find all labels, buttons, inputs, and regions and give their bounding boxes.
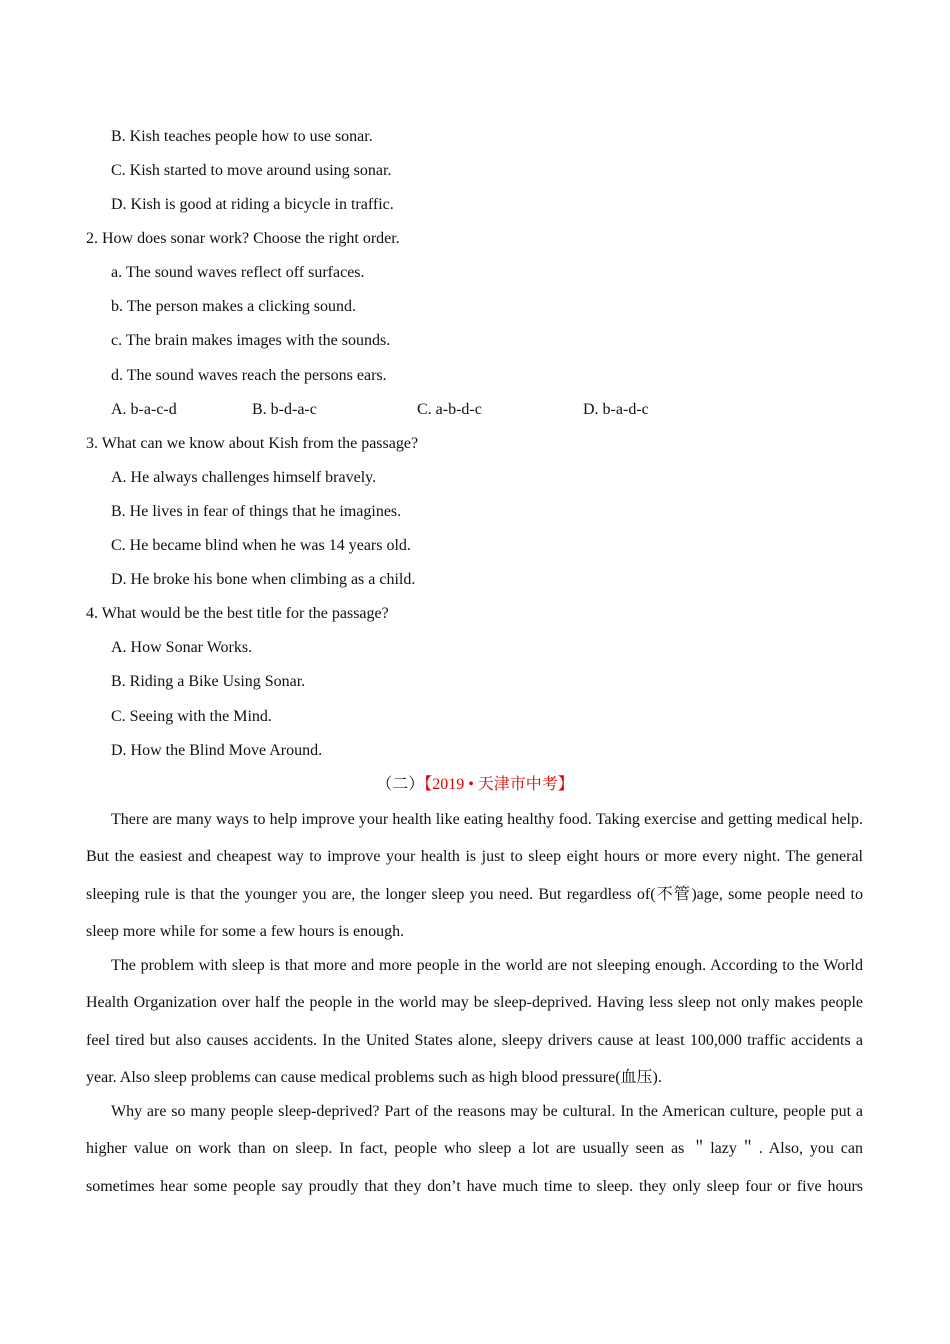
q2-option-b: B. b-d-a-c — [252, 401, 317, 418]
q3-option-d: D. He broke his bone when climbing as a child. — [111, 571, 416, 588]
passage-paragraph-1: There are many ways to help improve your health like eating healthy food. Taking exercise and getting medical help. But the easiest and cheapest way to improve your health is just to sleep eight hours or more every night. The general sleeping rule is that the younger you are, the longer sleep you need. But regardless of(不管)age, some people need to sleep more while for some a few hours is enough. — [86, 811, 863, 940]
q3-question: 3. What can we know about Kish from the passage? — [86, 435, 419, 452]
q1-option-b: B. Kish teaches people how to use sonar. — [111, 128, 373, 145]
q2-option-a: A. b-a-c-d — [111, 401, 177, 418]
q1-option-c: C. Kish started to move around using sonar. — [111, 162, 392, 179]
q4-option-c: C. Seeing with the Mind. — [111, 708, 272, 725]
q3-option-a: A. He always challenges himself bravely. — [111, 469, 377, 486]
q4-option-d: D. How the Blind Move Around. — [111, 742, 323, 759]
passage-paragraph-3: Why are so many people sleep-deprived? Part of the reasons may be cultural. In the American culture, people put a higher value on work than on sleep. In fact, people who sleep a lot are usually seen as ＂lazy＂. Also, you can sometimes hear some people say proudly that they don’t have much time to sleep. they only sleep four or five hours — [86, 1103, 864, 1195]
q2-option-c: C. a-b-d-c — [417, 401, 482, 418]
q3-option-b: B. He lives in fear of things that he imagines. — [111, 503, 402, 520]
section-source: 【2019 • 天津市中考】 — [424, 776, 574, 793]
section-number: （二） — [376, 776, 425, 793]
section-heading — [0, 775, 950, 795]
q4-question: 4. What would be the best title for the passage? — [86, 605, 389, 622]
q2-step-b: b. The person makes a clicking sound. — [111, 298, 356, 315]
q2-option-d: D. b-a-d-c — [583, 401, 649, 418]
q2-step-d: d. The sound waves reach the persons ears. — [111, 367, 387, 384]
q2-options — [0, 400, 950, 420]
q2-step-c: c. The brain makes images with the sounds. — [111, 332, 391, 349]
passage-paragraph-2: The problem with sleep is that more and more people in the world are not sleeping enough. According to the World Health Organization over half the people in the world may be sleep-deprived. Having less sleep not only makes people feel tired but also causes accidents. In the United States alone, sleepy drivers cause at least 100,000 traffic accidents a year. Also sleep problems can cause medical problems such as high blood pressure(血压). — [86, 957, 863, 1086]
q3-option-c: C. He became blind when he was 14 years old. — [111, 537, 411, 554]
q4-option-a: A. How Sonar Works. — [111, 639, 253, 656]
q2-step-a: a. The sound waves reflect off surfaces. — [111, 264, 365, 281]
q4-option-b: B. Riding a Bike Using Sonar. — [111, 673, 306, 690]
q1-option-d: D. Kish is good at riding a bicycle in traffic. — [111, 196, 394, 213]
q2-question: 2. How does sonar work? Choose the right order. — [86, 230, 400, 247]
